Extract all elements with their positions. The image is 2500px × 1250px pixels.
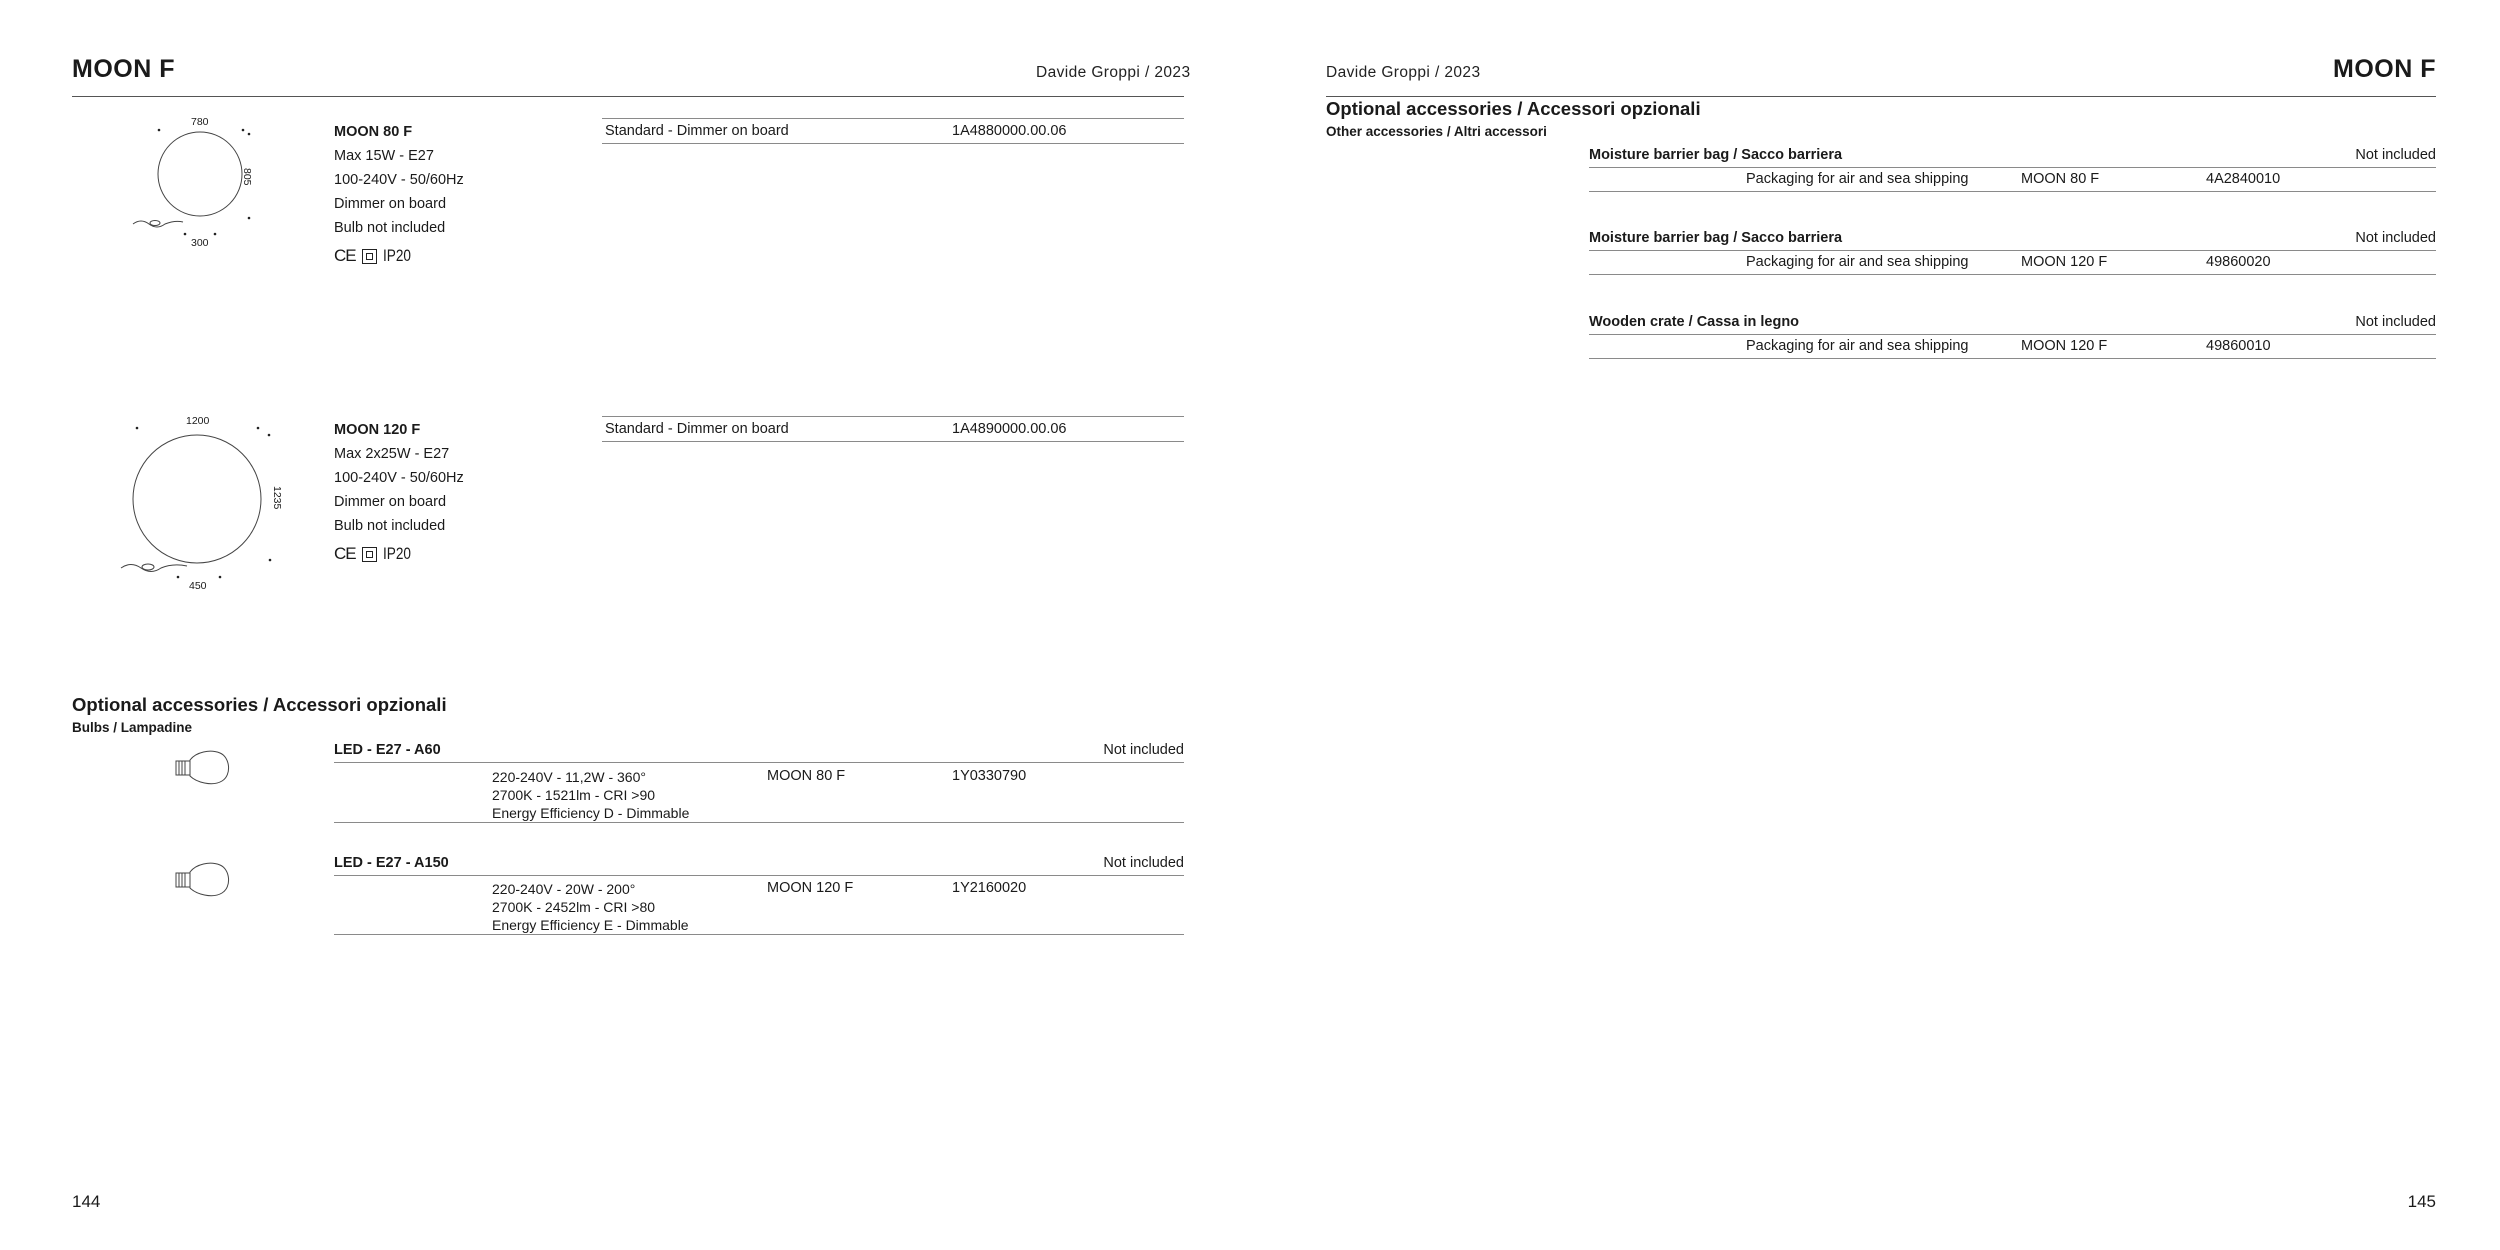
accessory-rule-top	[1589, 167, 2436, 168]
accessory-rule-bottom	[1589, 274, 2436, 275]
left-page-title: MOON F	[72, 55, 175, 83]
bulb-model: MOON 120 F	[767, 880, 854, 896]
light-bulb-icon	[170, 748, 236, 788]
product-specs-moon-80-f	[334, 120, 464, 268]
bulb-desc-line: 220-240V - 20W - 200°	[492, 881, 636, 897]
product-drawing-moon-120-f	[115, 410, 295, 595]
accessory-description: Packaging for air and sea shipping	[1746, 254, 1969, 270]
bulb-rule-bottom	[334, 822, 1184, 823]
accessory-description: Packaging for air and sea shipping	[1746, 171, 1969, 187]
accessory-rule-top	[1589, 250, 2436, 251]
left-header-rule	[72, 96, 1184, 97]
certification-marks	[334, 244, 464, 268]
accessories-title: Optional accessories / Accessori opzionali	[1326, 98, 1701, 119]
product-name: MOON 120 F	[334, 422, 421, 438]
spec-line: 100-240V - 50/60Hz	[334, 470, 464, 486]
left-designer-credit: Davide Groppi / 2023	[1036, 64, 1191, 81]
product-specs-moon-120-f	[334, 418, 464, 566]
double-insulation-icon	[362, 249, 377, 264]
spec-line: 100-240V - 50/60Hz	[334, 172, 464, 188]
ce-mark-icon: CE	[334, 246, 356, 265]
variant-rule-bottom	[602, 143, 1184, 144]
right-page-title: MOON F	[2333, 55, 2436, 83]
accessory-code: 49860020	[2206, 254, 2271, 270]
variant-rule-bottom	[602, 441, 1184, 442]
product-code: 1A4880000.00.06	[952, 123, 1067, 139]
right-page-number: 145	[2407, 1192, 2436, 1211]
spec-line: Dimmer on board	[334, 494, 447, 510]
spec-line: Bulb not included	[334, 518, 446, 534]
bulb-desc-line: Energy Efficiency D - Dimmable	[492, 805, 690, 821]
product-name: MOON 80 F	[334, 124, 413, 140]
accessory-name: Moisture barrier bag / Sacco barriera	[1589, 230, 1843, 246]
accessory-rule-bottom	[1589, 191, 2436, 192]
dimension-height: 805	[241, 168, 253, 186]
bulb-desc-line: 220-240V - 11,2W - 360°	[492, 769, 646, 785]
accessory-rule-bottom	[1589, 358, 2436, 359]
dimension-height: 1235	[271, 486, 283, 510]
dimension-base: 300	[191, 237, 209, 249]
dimension-base: 450	[189, 580, 207, 592]
accessories-subtitle: Bulbs / Lampadine	[72, 720, 193, 735]
accessory-model: MOON 120 F	[2021, 254, 2108, 270]
bulb-status: Not included	[1103, 855, 1184, 871]
variant-rule-top	[602, 416, 1184, 417]
ip-rating: IP20	[382, 544, 411, 563]
product-code: 1A4890000.00.06	[952, 421, 1067, 437]
bulb-drawing	[170, 860, 236, 905]
bulb-description	[492, 880, 689, 934]
dimension-width: 780	[191, 116, 209, 128]
bulb-rule-top	[334, 875, 1184, 876]
certification-marks	[334, 542, 464, 566]
accessory-model: MOON 120 F	[2021, 338, 2108, 354]
bulb-description	[492, 768, 689, 822]
bulb-rule-top	[334, 762, 1184, 763]
dimension-width: 1200	[186, 415, 210, 427]
right-designer-credit: Davide Groppi / 2023	[1326, 64, 1481, 81]
accessory-status: Not included	[2355, 230, 2436, 246]
spec-line: Dimmer on board	[334, 196, 447, 212]
ce-mark-icon: CE	[334, 544, 356, 563]
light-bulb-icon	[170, 860, 236, 900]
spec-line: Max 15W - E27	[334, 148, 434, 164]
double-insulation-icon	[362, 547, 377, 562]
left-page-number: 144	[72, 1192, 101, 1211]
bulb-name: LED - E27 - A150	[334, 855, 449, 871]
sphere-lamp-icon	[125, 112, 285, 252]
accessory-rule-top	[1589, 334, 2436, 335]
variant-label: Standard - Dimmer on board	[605, 421, 789, 437]
accessory-name: Wooden crate / Cassa in legno	[1589, 314, 1800, 330]
accessory-model: MOON 80 F	[2021, 171, 2100, 187]
bulb-rule-bottom	[334, 934, 1184, 935]
right-header-rule	[1326, 96, 2436, 97]
accessory-status: Not included	[2355, 147, 2436, 163]
variant-rule-top	[602, 118, 1184, 119]
accessory-code: 49860010	[2206, 338, 2271, 354]
bulb-desc-line: 2700K - 2452lm - CRI >80	[492, 899, 656, 915]
product-drawing-moon-80-f	[125, 112, 285, 252]
sphere-lamp-icon	[115, 410, 295, 595]
spec-line: Bulb not included	[334, 220, 446, 236]
variant-label: Standard - Dimmer on board	[605, 123, 789, 139]
accessories-title: Optional accessories / Accessori opzionali	[72, 694, 447, 715]
accessory-status: Not included	[2355, 314, 2436, 330]
accessory-description: Packaging for air and sea shipping	[1746, 338, 1969, 354]
bulb-desc-line: Energy Efficiency E - Dimmable	[492, 917, 689, 933]
bulb-name: LED - E27 - A60	[334, 742, 441, 758]
bulb-model: MOON 80 F	[767, 768, 846, 784]
accessories-subtitle: Other accessories / Altri accessori	[1326, 124, 1547, 139]
accessory-code: 4A2840010	[2206, 171, 2281, 187]
ip-rating: IP20	[382, 246, 411, 265]
bulb-desc-line: 2700K - 1521lm - CRI >90	[492, 787, 656, 803]
bulb-code: 1Y0330790	[952, 768, 1027, 784]
accessory-name: Moisture barrier bag / Sacco barriera	[1589, 147, 1843, 163]
bulb-status: Not included	[1103, 742, 1184, 758]
bulb-drawing	[170, 748, 236, 793]
spec-line: Max 2x25W - E27	[334, 446, 450, 462]
bulb-code: 1Y2160020	[952, 880, 1027, 896]
